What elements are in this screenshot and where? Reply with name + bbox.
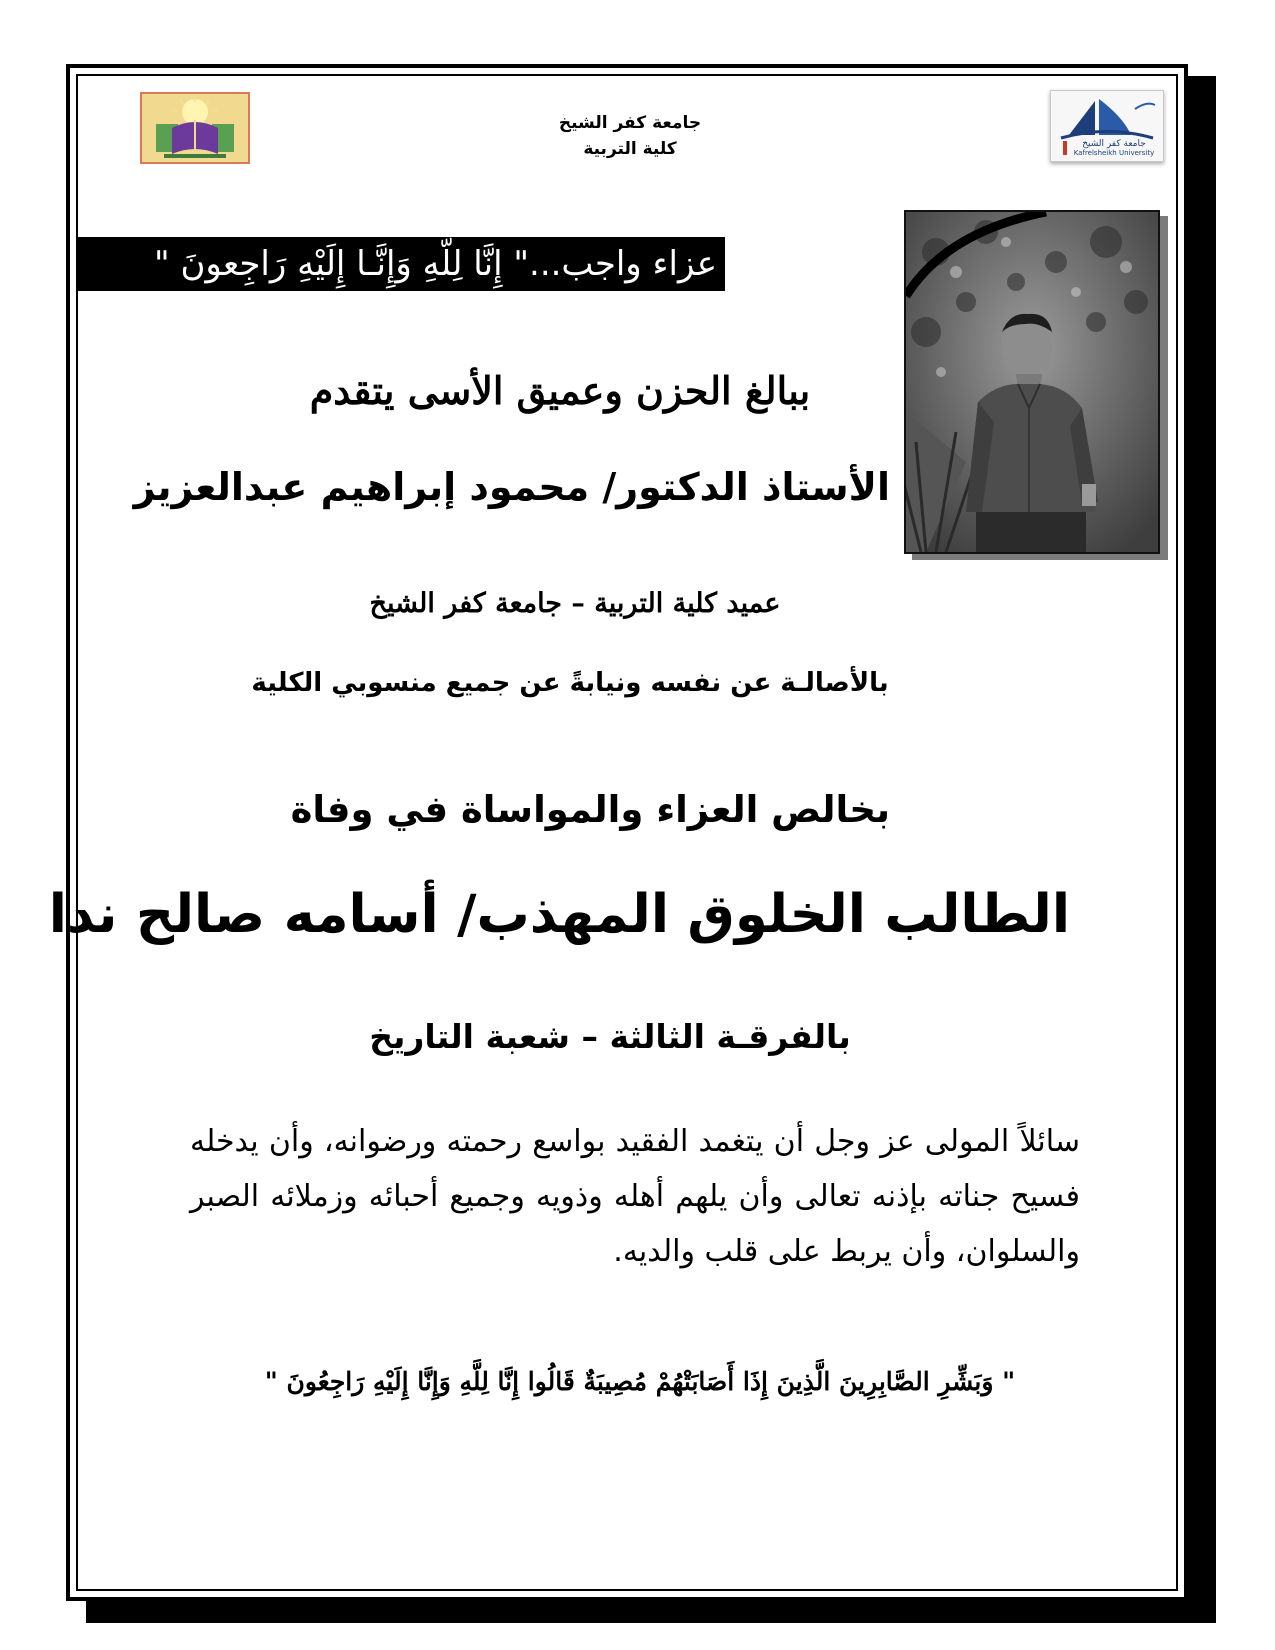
dean-title: عميد كلية التربية – جامعة كفر الشيخ <box>369 588 781 619</box>
dean-name: الأستاذ الدكتور/ محمود إبراهيم عبدالعزيز <box>133 465 890 509</box>
university-logo-latin-text: Kafrelsheikh University <box>1073 149 1155 157</box>
student-year-division: بالفرقـة الثالثة – شعبة التاريخ <box>369 1017 851 1056</box>
on-behalf-line: بالأصالـة عن نفسه ونيابةً عن جميع منسوبي الكلية <box>251 668 889 698</box>
faculty-name: كلية التربية <box>583 139 677 159</box>
opening-line: ببالغ الحزن وعميق الأسى يتقدم <box>309 368 811 413</box>
university-name: جامعة كفر الشيخ <box>558 113 702 133</box>
quran-verse: " وَبَشِّرِ الصَّابِرِينَ الَّذِينَ إِذَا أَصَابَتْهُمْ مُصِيبَةٌ قَالُوا إِنَّا لِلَّهِ وَإِنَّا إِلَيْهِ رَاجِعُونَ " <box>264 1367 1016 1396</box>
mourning-portrait-photo-icon <box>904 210 1160 554</box>
institution-header <box>520 110 740 162</box>
kafrelsheikh-university-logo-icon <box>1050 90 1164 162</box>
university-logo-arabic-text: جامعة كفر الشيخ <box>1082 139 1146 149</box>
condolence-banner: عزاء واجب..." إِنَّا لِلّهِ وَإِنَّـا إِلَيْهِ رَاجِعونَ " <box>78 237 725 291</box>
condolence-line: بخالص العزاء والمواساة في وفاة <box>290 788 890 831</box>
deceased-student-name: الطالب الخلوق المهذب/ أسامه صالح ندا <box>48 884 1070 945</box>
prayer-paragraph: سائلاً المولى عز وجل أن يتغمد الفقيد بواسع رحمته ورضوانه، وأن يدخله فسيح جناته بإذنه تعالى وأن يلهم أهله وذويه وجميع أحبائه وزملائه الصبر والسلوان، وأن يربط على قلب والديه. <box>190 1124 1080 1269</box>
faculty-of-education-logo-icon <box>140 92 250 164</box>
